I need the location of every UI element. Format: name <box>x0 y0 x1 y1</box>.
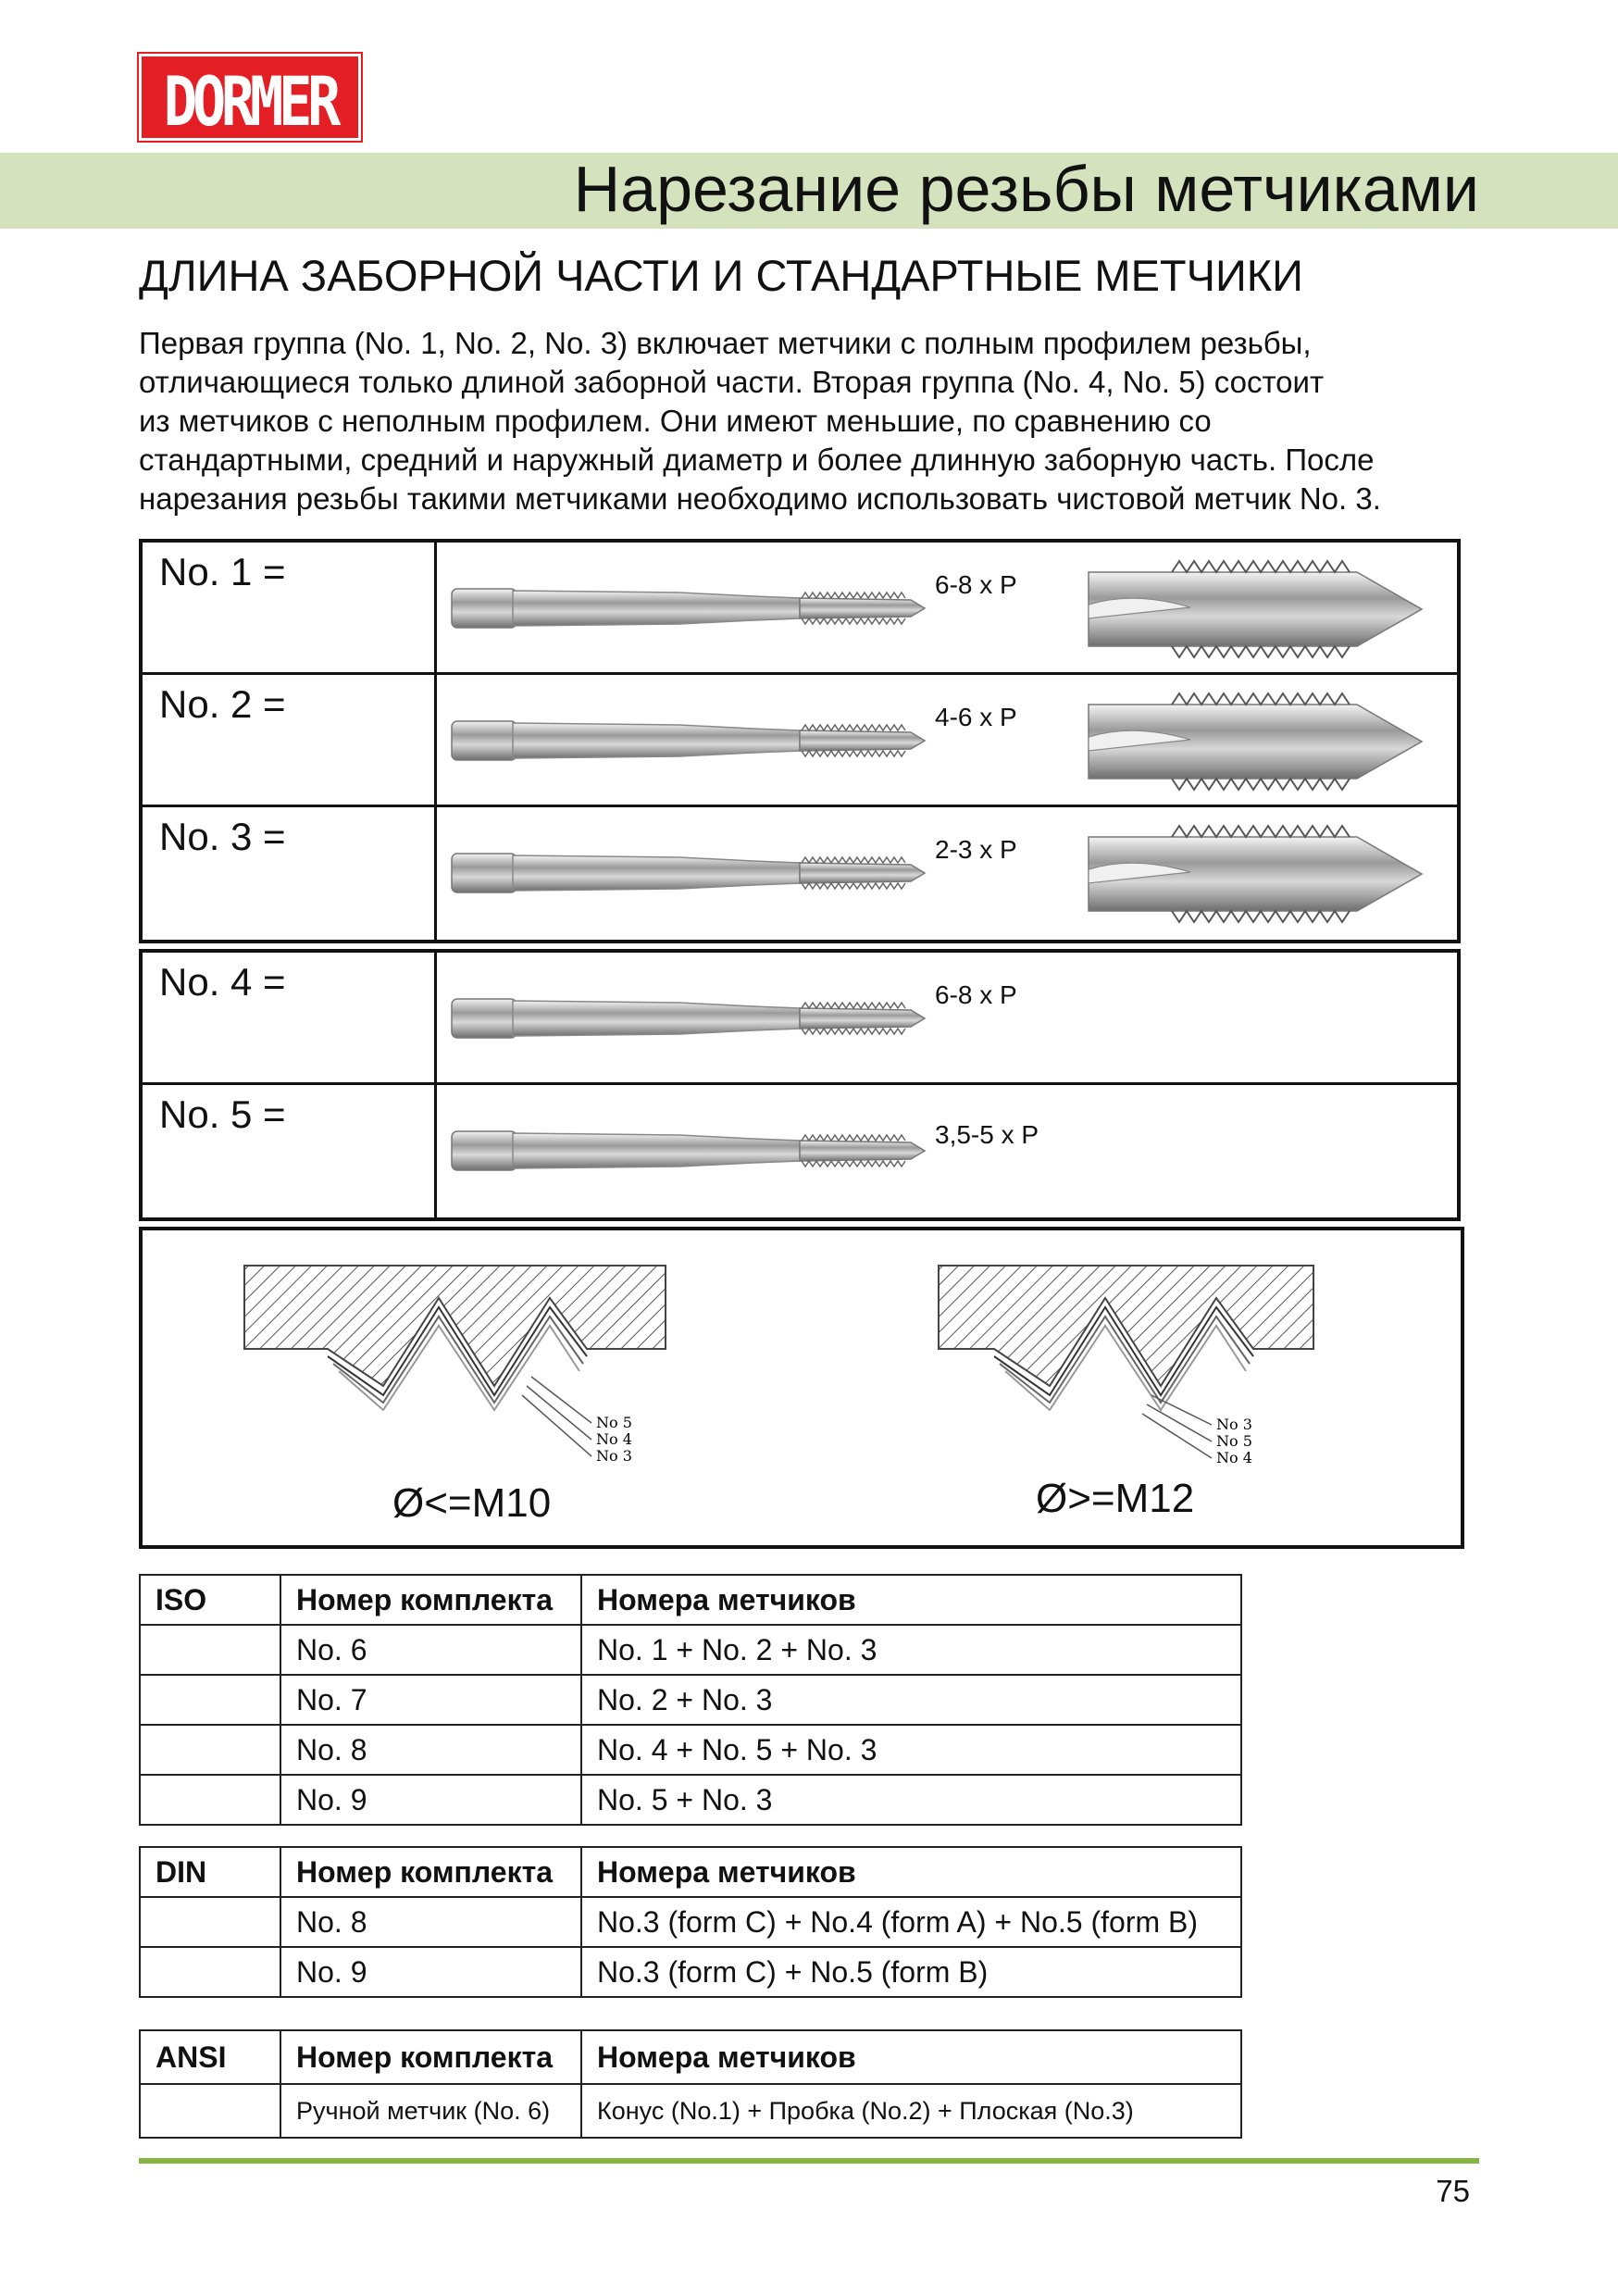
intro-line: из метчиков с неполным профилем. Они имеют меньшие, по сравнению со <box>139 404 1212 438</box>
tap-chamfer-detail-icon <box>1079 686 1440 797</box>
column-divider <box>434 807 437 940</box>
table-cell: No.3 (form C) + No.4 (form A) + No.5 (form B) <box>581 1897 1241 1947</box>
table-cell: Конус (No.1) + Пробка (No.2) + Плоская (No.3) <box>581 2084 1241 2138</box>
thread-profile-small-icon <box>235 1247 679 1479</box>
table-row <box>140 1725 1241 1775</box>
table-cell: DIN <box>140 1847 280 1897</box>
legend-text: No 4 <box>596 1430 632 1448</box>
table-cell: Номера метчиков <box>581 1847 1241 1897</box>
column-divider <box>434 953 437 1082</box>
tap-label: No. 4 = <box>159 960 286 1004</box>
intro-line: стандартными, средний и наружный диаметр и более длинную заборную часть. После <box>139 443 1375 477</box>
thread-profile-panel <box>139 1227 1464 1549</box>
table-cell: ANSI <box>140 2030 280 2084</box>
table-cell <box>140 1897 280 1947</box>
tap-row <box>143 807 1457 940</box>
table-row <box>140 1947 1241 1997</box>
table-row <box>140 2084 1241 2138</box>
table-cell: No. 6 <box>280 1625 581 1675</box>
din-set-table <box>139 1846 1242 1998</box>
tap-row <box>143 543 1457 675</box>
table-row <box>140 1625 1241 1675</box>
column-divider <box>434 543 437 672</box>
table-cell <box>140 1725 280 1775</box>
table-cell <box>140 1675 280 1725</box>
table-header-row <box>140 1847 1241 1897</box>
chamfer-length: 6-8 x P <box>935 570 1017 599</box>
tap-group-2-table <box>139 949 1461 1221</box>
chamfer-length: 3,5-5 x P <box>935 1120 1039 1149</box>
chamfer-length: 6-8 x P <box>935 980 1017 1009</box>
tap-label: No. 2 = <box>159 682 286 726</box>
legend-text: No 5 <box>1216 1432 1252 1450</box>
dormer-logo <box>139 54 361 141</box>
section-heading: ДЛИНА ЗАБОРНОЙ ЧАСТИ И СТАНДАРТНЫЕ МЕТЧИКИ <box>139 251 1303 300</box>
table-header-row <box>140 1575 1241 1625</box>
table-cell: No. 7 <box>280 1675 581 1725</box>
thread-profile-large-icon <box>929 1247 1374 1479</box>
tap-label: No. 5 = <box>159 1092 286 1136</box>
table-cell: No. 4 + No. 5 + No. 3 <box>581 1725 1241 1775</box>
tap-group-1-table <box>139 539 1461 943</box>
column-divider <box>434 1085 437 1217</box>
table-cell: Номера метчиков <box>581 2030 1241 2084</box>
tap-drawing-icon <box>448 1104 929 1196</box>
legend-text: No 3 <box>596 1447 632 1465</box>
table-cell: No. 9 <box>280 1775 581 1825</box>
chamfer-length: 2-3 x P <box>935 835 1017 864</box>
column-divider <box>434 675 437 805</box>
tap-row <box>143 675 1457 807</box>
table-cell <box>140 2084 280 2138</box>
tap-label: No. 3 = <box>159 815 286 858</box>
table-header-row <box>140 2030 1241 2084</box>
table-cell <box>140 1625 280 1675</box>
table-cell: Номер комплекта <box>280 1847 581 1897</box>
tap-drawing-icon <box>448 561 929 654</box>
iso-set-table <box>139 1574 1242 1826</box>
tap-chamfer-detail-icon <box>1079 554 1440 665</box>
tap-drawing-icon <box>448 693 929 786</box>
tap-row <box>143 953 1457 1085</box>
intro-line: отличающиеся только длиной заборной части. Вторая группа (No. 4, No. 5) состоит <box>139 365 1325 399</box>
chamfer-length: 4-6 x P <box>935 703 1017 731</box>
table-cell: No. 1 + No. 2 + No. 3 <box>581 1625 1241 1675</box>
footer-rule <box>139 2158 1479 2164</box>
logo-text: DORMER <box>163 61 337 143</box>
tap-drawing-icon <box>448 826 929 918</box>
thread-size-label: Ø>=M12 <box>1036 1476 1195 1521</box>
table-row <box>140 1675 1241 1725</box>
table-row <box>140 1897 1241 1947</box>
table-cell: Номер комплекта <box>280 1575 581 1625</box>
legend-text: No 5 <box>596 1414 632 1431</box>
tap-chamfer-detail-icon <box>1079 818 1440 930</box>
table-cell: ISO <box>140 1575 280 1625</box>
tap-row <box>143 1085 1457 1217</box>
table-cell: Ручной метчик (No. 6) <box>280 2084 581 2138</box>
table-cell: No. 8 <box>280 1897 581 1947</box>
table-cell: No. 5 + No. 3 <box>581 1775 1241 1825</box>
table-cell: Номер комплекта <box>280 2030 581 2084</box>
intro-line: Первая группа (No. 1, No. 2, No. 3) включает метчики с полным профилем резьбы, <box>139 326 1312 360</box>
table-cell: No.3 (form C) + No.5 (form B) <box>581 1947 1241 1997</box>
table-cell: No. 9 <box>280 1947 581 1997</box>
legend-text: No 3 <box>1216 1416 1252 1433</box>
page-title: Нарезание резьбы метчиками <box>573 153 1479 225</box>
table-cell <box>140 1775 280 1825</box>
intro-line: нарезания резьбы такими метчиками необходимо использовать чистовой метчик No. 3. <box>139 481 1381 516</box>
tap-label: No. 1 = <box>159 550 286 593</box>
table-cell: No. 8 <box>280 1725 581 1775</box>
tap-drawing-icon <box>448 971 929 1064</box>
thread-size-label: Ø<=M10 <box>392 1480 552 1526</box>
page-number: 75 <box>1436 2174 1470 2208</box>
table-cell: No. 2 + No. 3 <box>581 1675 1241 1725</box>
table-cell: Номера метчиков <box>581 1575 1241 1625</box>
table-cell <box>140 1947 280 1997</box>
intro-paragraph <box>139 324 1500 518</box>
legend-text: No 4 <box>1216 1449 1252 1466</box>
table-row <box>140 1775 1241 1825</box>
ansi-set-table <box>139 2029 1242 2139</box>
